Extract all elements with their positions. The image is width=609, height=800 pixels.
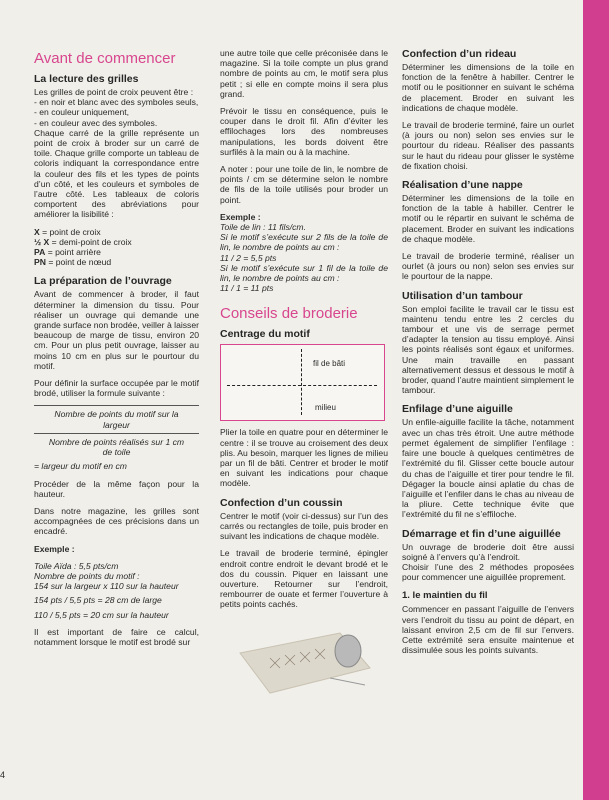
example-line: 110 / 5,5 pts = 20 cm sur la hauteur (34, 609, 169, 620)
paragraph: Le travail de broderie terminé, faire un ourlet (à jours ou non) selon ses envies sur le pourtour du rideau. Réaliser des passants sur le haut du rideau pour glisser le système de fixation choisi. (402, 120, 574, 171)
abbreviation-item: X = point de croix (34, 226, 101, 237)
example-line: 11 / 1 = 11 pts (220, 283, 274, 294)
paragraph: Plier la toile en quatre pour en déterminer le centre : il se trouve au croisement des deux plis. Au besoin, marquer les lignes de milieu par un fil de bâti. Centrer et broder le motif en suivant les indications pour chaque modèle. (220, 427, 388, 489)
formula-box (34, 405, 199, 471)
paragraph: Un enfile-aiguille facilite la tâche, notamment avec un chas très étroit. Une autre méthode permet également de simplifier l’enfilage : faire une boucle à quelques centimètres de l’extrémité du fil. Glisser cette boucle autour du chas de l’aiguille et tirer pour tendre le fil. Dégager la boucle ainsi aplatie du chas de l’aiguille et l’enfiler dans le chas au niveau de la pliure. Cette technique évite que l’extrémité du fil ne s’effiloche. (402, 417, 574, 520)
page-number: 4 (0, 770, 6, 780)
label-fil-de-bati: fil de bâti (313, 359, 346, 369)
heading-rideau: Confection d’un rideau (402, 48, 517, 60)
abbreviation-item: PA = point arrière (34, 247, 101, 258)
example-line: 11 / 2 = 5,5 pts (220, 252, 277, 263)
list-item: - en couleur avec des symboles. (34, 117, 158, 128)
paragraph: une autre toile que celle préconisée dans le magazine. Si la toile compte un plus grand nombre de points au cm, le motif sera plus petit ; si elle en compte moins il sera plus grand. (220, 48, 388, 99)
heading-enfilage: Enfilage d’une aiguille (402, 403, 513, 416)
paragraph: Le travail de broderie terminé, épingler endroit contre endroit le devant brodé et le dos du coussin. Piquer en laissant une ouverture. Retourner sur l’endroit, rembourrer de ouate et fermer l’ouverture à petits points cachés. (220, 548, 388, 610)
heading-demarrage: Démarrage et fin d’une aiguillée (402, 527, 561, 540)
formula-result: = largeur du motif en cm (34, 461, 127, 472)
example-block (220, 222, 388, 293)
divider (34, 405, 199, 406)
example-label: Exemple : (220, 211, 261, 222)
heading-centrage: Centrage du motif (220, 328, 310, 341)
paragraph: Il est important de faire ce calcul, notamment lorsque le motif est brodé sur (34, 626, 199, 647)
abbreviation-item: PN = point de nœud (34, 257, 112, 268)
column-3 (402, 48, 574, 662)
example-line: Si le motif s’exécute sur 1 fil de la toile de lin, le nombre de points au cm : (220, 262, 388, 284)
section-title-avant: Avant de commencer (34, 50, 176, 67)
watermark: PassionForum.ru (500, 783, 577, 794)
example-line: 154 pts / 5,5 pts = 28 cm de large (34, 595, 162, 606)
paragraph: Procéder de la même façon pour la hauteur. (34, 478, 199, 499)
heading-maintien: 1. le maintien du fil (402, 590, 488, 602)
paragraph: Avant de commencer à broder, il faut déterminer la dimension du tissu. Pour réaliser un ouvrage qui demande une grande surface non brodée, veiller à laisser beaucoup de marge de tissu, environ 20 cm. Pour un plus petit ouvrage, laisser au moins 10 cm en plus sur le pourtour du motif. (34, 289, 199, 371)
heading-nappe: Réalisation d’une nappe (402, 179, 523, 192)
paragraph: Son emploi facilite le travail car le tissu est maintenu tendu entre les 2 cercles du tambour et une vis de serrage permet d’adapter la tension au tissu employé. Ainsi les points réalisés sont égaux et uniformes. Une main travaille en passant alternativement dessus et dessous le motif à broder, quand l’autre maintient simplement le tambour. (402, 303, 574, 396)
paragraph: Commencer en passant l’aiguille de l’envers vers l’endroit du tissu au point de départ, en laissant environ 2,5 cm de fil sur l’envers. Cette extrémité sera ensuite maintenue et dissimulée sous les points suivants. (402, 604, 574, 656)
list-item: - en couleur uniquement, (34, 107, 130, 118)
abbreviation-list (34, 227, 199, 268)
example-line: Si le motif s’exécute sur 2 fils de la toile de lin, le nombre de points au cm : (220, 232, 388, 253)
example-line: Nombre de points du motif : (34, 570, 140, 581)
heading-tambour: Utilisation d’un tambour (402, 289, 523, 302)
formula-denominator: Nombre de points réalisés sur 1 cm de toile (48, 436, 185, 458)
formula-numerator: Nombre de points du motif sur la largeur (54, 409, 179, 430)
paragraph: A noter : pour une toile de lin, le nombre de points / cm se détermine selon le nombre de fils de la toile utilisés pour broder un point. (220, 164, 388, 205)
column-1 (34, 50, 199, 654)
abbreviation-item: ½ X = demi-point de croix (34, 236, 132, 247)
horizontal-fold-line (227, 385, 377, 386)
grille-types-list (34, 97, 199, 128)
paragraph: Les grilles de point de croix peuvent être : (34, 87, 194, 97)
example-label: Exemple : (34, 543, 75, 554)
paragraph: Centrer le motif (voir ci-dessus) sur l’un des carrés ou rectangles de toile, puis broder en suivant les indications de chaque modèle. (220, 510, 388, 542)
example-line: Toile Aïda : 5,5 pts/cm (34, 560, 119, 571)
label-milieu: milieu (315, 403, 336, 413)
example-line: Toile de lin : 11 fils/cm. (220, 222, 306, 233)
paragraph: Chaque carré de la grille représente un point de croix à broder sur un carré de toile. Chaque grille comporte un tableau de coloris indiquant la correspondance entre la couleur des fils et les types de points d’un côté, et les couleurs et symboles de l’autre côté. Les tableaux de coloris comportent des abréviations pour améliorer la lisibilité : (34, 127, 199, 220)
list-item: - en noir et blanc avec des symboles seuls, (34, 97, 199, 108)
heading-preparation: La préparation de l’ouvrage (34, 275, 172, 288)
centering-diagram (220, 344, 385, 421)
vertical-fold-line (301, 349, 302, 415)
paragraph: Prévoir le tissu en conséquence, puis le couper dans le droit fil. Afin d’éviter les effilochages lors des nombreuses manipulations, les bords doivent être surfilés à la main ou à la machine. (220, 106, 388, 157)
paragraph: Déterminer les dimensions de la toile en fonction de la fenêtre à habiller. Centrer le motif ou le positionner en suivant le schéma de placement. Broder en suivant les indications de chaque modèle. (402, 62, 574, 113)
heading-lecture-grilles: La lecture des grilles (34, 73, 139, 85)
paragraph: Choisir l’une des 2 méthodes proposées pour commencer une aiguillée proprement. (402, 561, 574, 583)
paragraph: Déterminer les dimensions de la toile en fonction de la table à habiller. Centrer le motif ou le répartir en suivant le schéma de placement. Broder en suivant les indications de chaque modèle. (402, 193, 574, 244)
paragraph: Le travail de broderie terminé, réaliser un ourlet (à jours ou non) selon ses envies sur le pourtour de la nappe. (402, 251, 574, 282)
paragraph: Dans notre magazine, les grilles sont accompagnées de ces précisions dans un encadré. (34, 505, 199, 537)
paragraph: Pour définir la surface occupée par le motif brodé, utiliser la formule suivante : (34, 378, 199, 399)
divider (34, 433, 199, 434)
column-2 (220, 48, 388, 697)
pink-side-bar (583, 0, 609, 800)
section-title-conseils: Conseils de broderie (220, 305, 358, 323)
example-block (34, 561, 199, 620)
example-line: 154 sur la largeur x 110 sur la hauteur (34, 581, 179, 592)
paragraph: Un ouvrage de broderie doit être aussi soigné à l’envers qu’à l’endroit. (402, 541, 574, 562)
heading-coussin: Confection d’un coussin (220, 496, 343, 509)
fabric-thimble-photo (230, 623, 380, 695)
